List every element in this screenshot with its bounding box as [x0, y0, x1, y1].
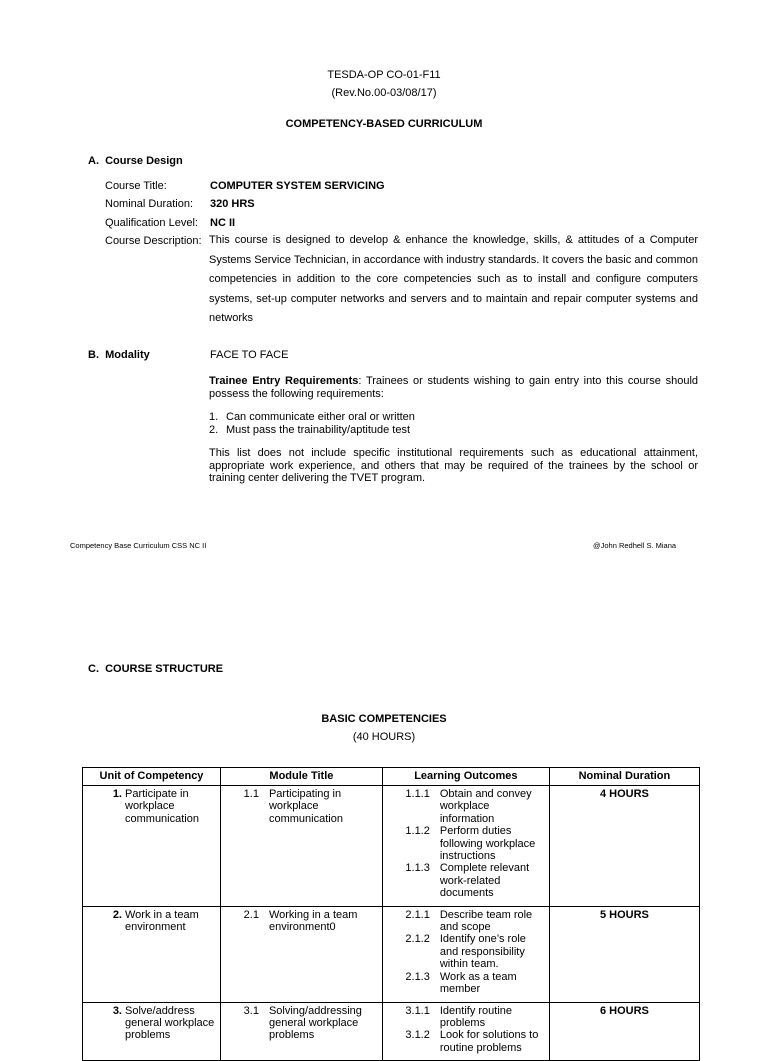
- table-row: [83, 906, 700, 1002]
- column-header: Learning Outcomes: [382, 768, 549, 786]
- footer-right: @John Redhell S. Miana: [593, 541, 677, 550]
- requirements-note: This list does not include specific institutional requirements such as educational attainment, appropriate work experience, and others that may be required of the trainees by the school or training center delivering the TVET program.: [209, 447, 698, 485]
- requirements-list: [209, 411, 698, 436]
- duration-cell: [549, 786, 699, 907]
- qualification-level: NC II: [210, 217, 236, 229]
- duration-cell: [549, 1002, 699, 1061]
- unit-cell: 2. Work in a team environment: [83, 906, 221, 1002]
- duration-cell: [549, 906, 699, 1002]
- nominal-duration-value: 5 HOURS: [599, 908, 649, 921]
- qualification-level-label: Qualification Level:: [105, 217, 198, 229]
- document-title: COMPETENCY-BASED CURRICULUM: [285, 118, 483, 130]
- learning-outcome: 3.1.1 Identify routine problems: [405, 1004, 513, 1029]
- unit-of-competency: Participate in workplace communication: [125, 788, 199, 825]
- nominal-duration-label: Nominal Duration:: [105, 198, 194, 210]
- table-hours: (40 HOURS): [352, 731, 416, 743]
- entry-requirements-paragraph: [209, 375, 698, 400]
- outcomes-cell: [382, 906, 549, 1002]
- list-item: 2. Must pass the trainability/aptitude test: [209, 423, 411, 436]
- modality-value: FACE TO FACE: [210, 349, 289, 361]
- column-header: Unit of Competency: [83, 768, 221, 786]
- learning-outcome: 3.1.2 Look for solutions to routine problems: [405, 1029, 539, 1054]
- table-header-row: [83, 768, 700, 786]
- module-title: Working in a team environment0: [268, 908, 358, 934]
- learning-outcome: 2.1.3 Work as a team member: [405, 970, 517, 996]
- column-header: Module Title: [220, 768, 382, 786]
- module-title: Participating in workplace communication: [268, 788, 343, 825]
- outcomes-cell: [382, 1002, 549, 1061]
- section-a-heading: A. Course Design: [88, 155, 183, 167]
- course-structure-table: [82, 767, 700, 1061]
- outcomes-cell: [382, 786, 549, 907]
- module-cell: 2.1 Working in a team environment0: [220, 906, 382, 1002]
- unit-of-competency: Solve/address general workplace problems: [125, 1004, 215, 1042]
- entry-requirements-label: Trainee Entry Requirements: [209, 375, 359, 387]
- module-cell: 1.1 Participating in workplace communication: [220, 786, 382, 907]
- table-subtitle: BASIC COMPETENCIES: [321, 713, 447, 725]
- unit-of-competency: Work in a team environment: [125, 908, 199, 934]
- unit-cell: 1. Participate in workplace communication: [83, 786, 221, 907]
- course-description: This course is designed to develop & enhance the knowledge, skills, & attitudes of a Computer Systems Service Technician, in accordance with industry standards. It covers the basic and common competencies in addition to the core competencies such as to install and configure computers systems, set-up computer networks and servers and to maintain and repair computer systems and networks: [209, 234, 698, 325]
- column-header: Nominal Duration: [549, 768, 699, 786]
- entry-requirements-text: : Trainees or students wishing to gain entry into this course should possess the following requirements:: [209, 375, 699, 400]
- revision-number: (Rev.No.00-03/08/17): [331, 87, 437, 99]
- table-row: [83, 1002, 700, 1061]
- course-title: COMPUTER SYSTEM SERVICING: [210, 180, 385, 192]
- unit-cell: 3. Solve/address general workplace problems: [83, 1002, 221, 1061]
- learning-outcome: 1.1.1 Obtain and convey workplace information: [405, 788, 532, 825]
- section-b-heading: B. Modality: [88, 349, 150, 361]
- learning-outcome: 2.1.2 Identify one’s role and responsibility within team.: [405, 933, 526, 971]
- module-title: Solving/addressing general workplace problems: [268, 1004, 362, 1042]
- nominal-duration: 320 HRS: [210, 198, 255, 210]
- nominal-duration-value: 4 HOURS: [599, 788, 649, 800]
- section-c-heading: C. COURSE STRUCTURE: [88, 663, 224, 675]
- learning-outcome: 2.1.1 Describe team role and scope: [405, 908, 533, 934]
- course-title-label: Course Title:: [105, 180, 167, 192]
- course-description-label: Course Description:: [105, 235, 202, 247]
- list-item: 1. Can communicate either oral or written: [209, 411, 415, 423]
- learning-outcome: 1.1.3 Complete relevant work-related documents: [405, 862, 530, 900]
- table-row: [83, 786, 700, 907]
- nominal-duration-value: 6 HOURS: [599, 1004, 649, 1017]
- learning-outcome: 1.1.2 Perform duties following workplace instructions: [405, 825, 536, 863]
- form-code: TESDA-OP CO-01-F11: [327, 69, 441, 81]
- module-cell: 3.1 Solving/addressing general workplace problems: [220, 1002, 382, 1061]
- footer-left: Competency Base Curriculum CSS NC II: [70, 541, 207, 550]
